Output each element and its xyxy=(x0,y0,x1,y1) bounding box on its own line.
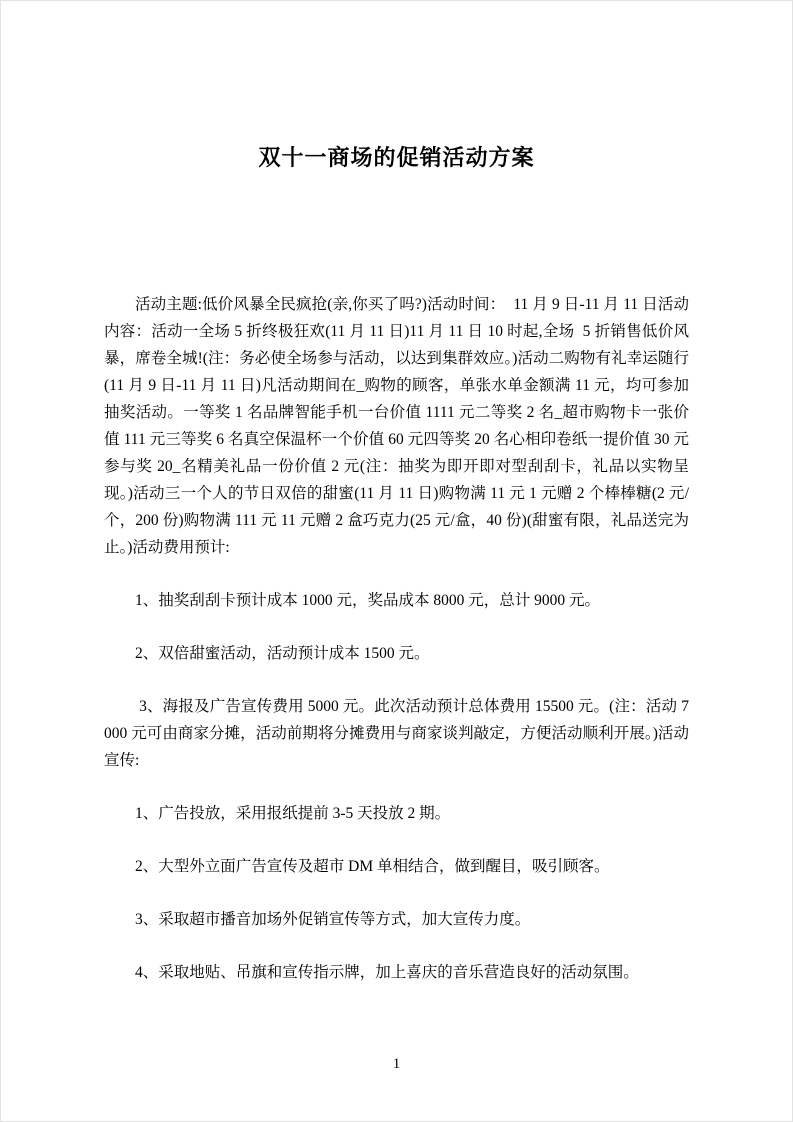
document-title: 双十一商场的促销活动方案 xyxy=(258,145,535,170)
paragraph-promo-item-2: 2、大型外立面广告宣传及超市 DM 单相结合，做到醒目，吸引顾客。 xyxy=(135,858,610,875)
paragraph-promo-item-1: 1、广告投放，采用报纸提前 3-5 天投放 2 期。 xyxy=(135,805,451,822)
paragraph-cost-item-2: 2、双倍甜蜜活动，活动预计成本 1500 元。 xyxy=(135,645,430,662)
document-body xyxy=(104,291,689,986)
paragraph-activity-overview: 活动主题:低价风暴全民疯抢(亲,你买了吗?)活动时间： 11 月 9 日-11 月 11 日活动内容：活动一全场 5 折终极狂欢(11 月 11 日)11 月 11 日 10 时起,全场 5 折销售低价风暴，席卷全城!(注：务必使全场参与活动，以达到集群效应。)活动二购物有礼幸运随行(11 月 9 日-11 月 11 日)凡活动期间在_购物的顾客，单张水单金额满 11 元，均可参加抽奖活动。一等奖 1 名品牌智能手机一台价值 1111 元二等奖 2 名_超市购物卡一张价值 111 元三等奖 6 名真空保温杯一个价值 60 元四等奖 20 名心相印卷纸一提价值 30 元参与奖 20_名精美礼品一份价值 2 元(注：抽奖为即开即对型刮刮卡，礼品以实物呈现。)活动三一个人的节日双倍的甜蜜(11 月 11 日)购物满 11 元 1 元赠 2 个棒棒糖(2 元/个，200 份)购物满 111 元 11 元赠 2 盒巧克力(25 元/盒，40 份)(甜蜜有限，礼品送完为止。)活动费用预计: xyxy=(104,296,689,556)
paragraph-promo-item-3: 3、采取超市播音加场外促销宣传等方式，加大宣传力度。 xyxy=(135,911,531,928)
paragraph-cost-item-1: 1、抽奖刮刮卡预计成本 1000 元，奖品成本 8000 元，总计 9000 元。 xyxy=(135,592,601,609)
paragraph-promo-item-4: 4、采取地贴、吊旗和宣传指示牌，加上喜庆的音乐营造良好的活动氛围。 xyxy=(135,964,639,981)
paragraph-cost-item-3: 3、海报及广告宣传费用 5000 元。此次活动预计总体费用 15500 元。(注：活动 7000 元可由商家分摊，活动前期将分摊费用与商家谈判敲定，方便活动顺利开展。)活动宣传: xyxy=(104,698,690,769)
page-number: 1 xyxy=(392,1056,401,1072)
